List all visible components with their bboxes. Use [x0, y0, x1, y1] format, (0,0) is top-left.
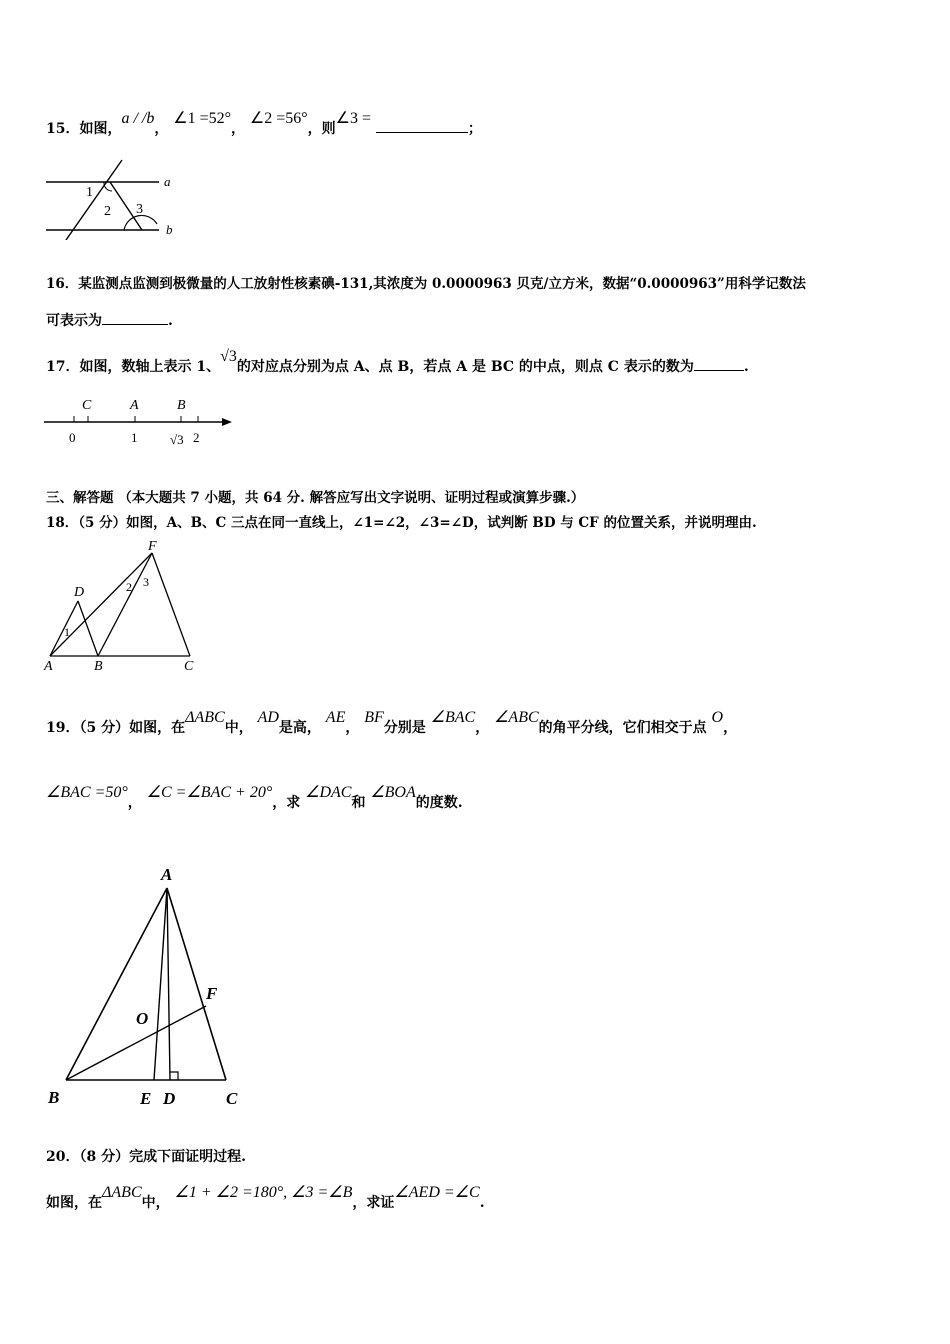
q19-figure	[44, 858, 254, 1112]
q17-fig-tick-1: 1	[131, 430, 138, 445]
q17-text: 17．如图，数轴上表示 1、√3的对应点分别为点 A、点 B，若点 A 是 BC 的中点，则点 C 表示的数为 .	[46, 348, 749, 375]
q15-figure	[44, 158, 184, 240]
q18-fig-point-C: C	[184, 659, 194, 674]
q17-fig-tick-2: 2	[193, 430, 200, 445]
q18-figure	[42, 536, 212, 676]
q18-fig-point-D: D	[74, 585, 85, 600]
q15-math-parallel: a / /b	[121, 110, 155, 127]
q20-line1: 20．（8 分）完成下面证明过程.	[46, 1149, 246, 1165]
q15-math-angle1: ∠1 =52°	[173, 110, 232, 127]
q15-fig-label-3: 3	[136, 202, 143, 217]
q17-math-sqrt3: √3	[220, 348, 237, 365]
q15-math-angle2: ∠2 =56°	[249, 110, 308, 127]
q16-line1: 16．某监测点监测到极微量的人工放射性核素碘-131,其浓度为 0.0000963 贝克/立方米，数据“0.0000963”用科学记数法	[46, 276, 806, 292]
q17-fig-tick-sqrt3: √3	[170, 432, 184, 447]
q18-fig-label-1: 1	[64, 625, 70, 639]
q18-fig-point-A: A	[44, 659, 53, 674]
q15-fig-label-b: b	[166, 222, 173, 237]
q17-answer-blank[interactable]	[694, 356, 744, 371]
q19-fig-point-D: D	[163, 1089, 176, 1108]
q17-fig-tick-0: 0	[69, 430, 76, 445]
q16-line2: 可表示为 .	[46, 310, 173, 330]
q15-answer-blank[interactable]	[376, 118, 468, 133]
q18-fig-label-2: 2	[126, 580, 132, 594]
q19-line1: 19．（5 分）如图，在ΔABC中， AD是高， AE， BF分别是 ∠BAC， ∠ABC的角平分线，它们相交于点 O，	[46, 709, 738, 736]
q18-fig-point-F: F	[148, 539, 157, 554]
q15-fig-label-1: 1	[86, 185, 93, 200]
q15-math-angle3: ∠3 =	[335, 110, 372, 127]
q19-fig-point-O: O	[136, 1009, 149, 1028]
q17-fig-point-B: B	[177, 398, 186, 413]
q18-fig-label-3: 3	[143, 575, 149, 589]
q15-fig-label-a: a	[164, 174, 171, 189]
q17-number-line	[42, 392, 238, 450]
q17-fig-point-A: A	[130, 398, 139, 413]
q19-fig-point-B: B	[48, 1088, 60, 1107]
q18-text: 18．（5 分）如图，A、B、C 三点在同一直线上，∠1=∠2，∠3=∠D，试判断 BD 与 CF 的位置关系，并说明理由.	[46, 515, 757, 531]
q15-text: 15．如图，a / /b， ∠1 =52°， ∠2 =56°，则∠3 = ；	[46, 110, 482, 137]
q19-fig-point-A: A	[161, 865, 173, 884]
q18-fig-point-B: B	[94, 659, 103, 674]
q19-fig-point-E: E	[140, 1089, 152, 1108]
q19-line2: ∠BAC =50°， ∠C =∠BAC + 20°，求 ∠DAC和 ∠BOA的度数.	[46, 784, 463, 811]
q15-fig-label-2: 2	[104, 204, 111, 219]
q19-fig-point-F: F	[206, 984, 218, 1003]
q16-answer-blank[interactable]	[102, 310, 168, 325]
q17-fig-point-C: C	[82, 398, 92, 413]
section3-title: 三、解答题 （本大题共 7 小题，共 64 分. 解答应写出文字说明、证明过程或演算步骤.）	[46, 490, 585, 506]
q19-fig-point-C: C	[226, 1089, 238, 1108]
q20-line2: 如图，在ΔABC中， ∠1 + ∠2 =180°, ∠3 =∠B，求证∠AED =∠C.	[46, 1184, 485, 1211]
